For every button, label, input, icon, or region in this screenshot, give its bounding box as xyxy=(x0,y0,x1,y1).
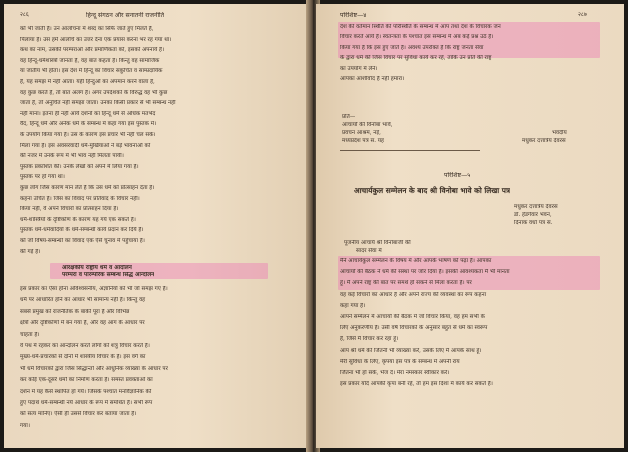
right-running-head: परिशिष्ट—४ xyxy=(340,12,367,19)
text-line: हुए पदार्थ धर्म-सम्बन्धी नये आधार के रूप में समर्थित है। सभी रूप xyxy=(20,400,153,406)
text-line: किया नहीं, वे अपने विचारों का प्रोत्साहन दिया है। xyxy=(20,206,119,213)
text-line: भी धर्म विचारकों द्वारा जिस सिद्धान्तों और आधुनिक व्याख्या के आधार पर xyxy=(20,365,168,372)
text-line: नहीं माना। इतना ही नहीं आर्य दर्शनों का हिन्दू धर्म से अधिक मतभेद xyxy=(20,110,156,117)
left-page-number: २८६ xyxy=(20,12,29,18)
section-heading-2: परम्परा व पारम्परिक सम्बन्ध सिद्ध आन्दोलन xyxy=(62,272,155,278)
text-line: चाहता है। xyxy=(20,331,40,338)
left-book-page xyxy=(4,4,310,448)
text-line: पिलाया है। उस हमें आलोचे का उत्तर देना एक प्रयास करना भर रह गया था। xyxy=(20,36,172,43)
recipient-line: आचार्यों की विनोबा भावे, xyxy=(342,122,393,128)
text-line: पुस्तक प्रकाशित की। उनके लेखों को अपने में लिया गया है। xyxy=(20,163,139,170)
text-line: आपका आशीर्वाद है नहीं हमारा। xyxy=(340,76,405,82)
text-line: है, जिसे मैं विचार कर रहा हूँ। xyxy=(340,336,399,343)
signature-preface: प्रति— xyxy=(342,114,356,120)
salutation: पूजनीय आचार्य श्री विनोबाजी की xyxy=(344,240,411,246)
section-heading-1: आरक्षकीय राष्ट्रीय धर्म व आंदोलन xyxy=(62,265,132,271)
text-line: को सत्य मानिए। ऐसी ही उससे विचार कर बताया जाता है। xyxy=(20,411,137,418)
text-line: कहा गया है। xyxy=(340,302,366,309)
text-line: गया। xyxy=(20,422,30,429)
text-line: वह हिन्दू-धर्मशास्त्रों जानता है, वह बात कहता है। किन्तु वह सामाजिक xyxy=(20,57,160,64)
text-line: किया गया है कि इस हुए जाते हैं। अवश्य उपरोक्त है कि राष्ट्र जनता सेवा xyxy=(340,44,484,51)
text-line: के उपयोग किया गया है। उस के कारण इस प्रचार भी नहीं चल सके। xyxy=(20,132,156,138)
text-line: कहना उचित है। जिस का विवाद पर प्रतिवाद के विचार नहीं। xyxy=(20,195,140,202)
text-line: मेरी सुविधा के लिए, कृपया इस पत्र के सम्बन्ध में अपनी राय xyxy=(340,358,460,365)
text-line: धर्म पर आधारित होने का आधार भी सामान्य नहीं है। किन्तु वह xyxy=(20,297,146,304)
text-line: पुस्तक पर हो गया था। xyxy=(20,174,65,181)
text-line: आप श्री धर्म की जितनी भी व्याख्या करें, उसके लिए मैं आपके साथ हूँ। xyxy=(340,347,482,354)
recipient-line: प्रवचन आश्रम, नई, xyxy=(342,130,381,136)
sender-line: डॉ. हेडगेवार भवन, xyxy=(514,212,552,218)
text-line: कुछ लोग जिस कारण मान लेते हैं कि उस धर्म को प्रोत्साहन देता है। xyxy=(20,185,155,191)
text-line: मुख्य-धर्म-प्रचारकों से दोनों में शास्त्रीय विचार के हैं। इस वर्ग का xyxy=(20,354,146,361)
text-line: देश की वर्तमान स्थिति की परिस्थिति के सम्बन्ध में आप तथा देश के विचारक जन xyxy=(340,24,501,30)
right-book-page xyxy=(316,4,624,448)
text-line: है, यह समझ में नहीं आता। यही हिन्दुओं का अपमान करने वाला है, xyxy=(20,79,155,85)
appendix-label: परिशिष्ट—५ xyxy=(444,172,471,179)
recipient-line: मध्यप्रदेश पत्र सं. यह xyxy=(342,138,385,144)
text-line: हूँ। मैं अपने राष्ट्र की बात पर समर्थ हो सकने से मिला करता है। पर xyxy=(340,280,472,287)
text-line: को भी जाती है। उन आलोचना में शब्द का सिर्फ जाते हुए मिलते हैं, xyxy=(20,26,154,32)
text-line: के द्वारा धर्म की जिस विचार पर सुविधा कार्य कर रहे, ताकि उन प्रति की राष्ट्र xyxy=(340,55,492,62)
text-line: जाता है, तो अनुचित नहीं समझा जाता। उनका किसी प्रकार से भी सम्बन्ध नहीं xyxy=(20,100,176,107)
sender-line: मधुकर दत्तात्रेय देवरस xyxy=(514,204,558,210)
text-line: लिए अनुकरणीय है। उसी वर्ष विचारकों के अनुसार बहुत से धर्म का स्वरूप xyxy=(340,325,488,332)
text-line: दर्शन में यह कैसे स्थापित हो गये। जिसके पश्चात मनोवैज्ञानिक की xyxy=(20,388,152,395)
text-line: मिला गया है। इस अवसरवादी धर्म-मुखियाओं ने बड़े भावनाओं को xyxy=(20,142,151,149)
text-line: या जातीय भी होता। इस देश में हिन्दू का विचार संकुचित व साम्प्रदायिक xyxy=(20,68,163,75)
left-running-head: हिन्दू संगठन और सनातनी राजनीति xyxy=(86,12,165,19)
appendix-title: आचार्यकुल सम्मेलन के बाद श्री विनोबा भावे को लिखा पत्र xyxy=(354,186,511,195)
text-line: वह कई विचारों का आधार है और अपने राज्य की व्यवस्था का रूप कहना xyxy=(340,291,487,298)
text-line: इस प्रकार यदि आपकी कृपा बनी रहे, तो हम इस दिशा में कार्य कर सकते हैं। xyxy=(340,381,493,388)
text-line: आचार्यों की बैठक ने धर्म की संस्था पर जोर दिया है। इसकी आवश्यकता मैं भी मानता xyxy=(340,269,510,276)
text-line: की गई है। xyxy=(20,248,41,255)
salutation-2: सादर सेवा में xyxy=(356,248,382,254)
text-line: की नजर में उनके रूप में भी भाव नहीं मिलता पायी। xyxy=(20,153,124,160)
text-line: पुस्तक धर्म-धर्मवादियों के धर्म-सम्बन्धी कार्य प्रदान कर दिये हैं। xyxy=(20,227,144,234)
text-line: वे पथ में रहकर का आन्दोलन करते लोगों को शत्रु विचार करते हैं। xyxy=(20,343,150,349)
text-line: का उपयोग में लेने। xyxy=(340,65,378,72)
text-line: वह कुछ करते हैं, तो बात अलग है। अगर उपदेशकों के विरुद्ध वह भी कुछ xyxy=(20,89,168,96)
text-line: धर्म-शास्त्रियों के दृष्टिकोण के कारण यह गये एक सकते हैं। xyxy=(20,216,136,223)
text-line: आपने सम्मेलन में आचार्यों की बैठक में जो विचार किया, वह हम सभी के xyxy=(340,314,485,320)
sender-line: दिनांक वर्धा पत्र सं. xyxy=(514,220,553,226)
text-line: विचार करते आये हैं। स्वतन्त्रता के पश्चात इस सम्बन्ध में अब कई प्रश्न उठे हैं। xyxy=(340,34,494,41)
text-line: वैद, हिन्दू धर्म और अनेक धर्म के सम्बन्ध में कहा गया इस पुस्तक में। xyxy=(20,121,157,128)
text-line: इस प्रकार का ऐसा होना अविश्वसनीय, अज्ञानियों को भी जो समझ गए हैं। xyxy=(20,286,168,292)
divider xyxy=(340,150,480,151)
text-line: जितना भी हो सके, भेज दें। मेरा नमस्कार स्वीकार करें। xyxy=(340,370,450,376)
text-line: मैंने आचार्यकुल सम्मेलन के विषय में और आपके भाषण को पढ़ा है। आपका xyxy=(340,258,492,264)
text-line: कर कोई एक-दूसरे धर्मों का निर्माण करता है। समस्त प्रवक्ताओं का xyxy=(20,377,153,384)
text-line: सबसे प्रमुख को राजनैतिक के बाकी पूरा है और विभिन्न xyxy=(20,308,130,315)
text-line: कथ का नाम, उसकी परम्पराओं और प्रमाणिकता को, इसको अपनाये हैं। xyxy=(20,47,165,54)
right-page-number: २८७ xyxy=(578,12,587,18)
signatory-name: मधुकर दत्तात्रेय देवरस xyxy=(522,138,566,144)
signatory-title: भवदीय xyxy=(552,130,567,136)
text-line: क्षेत्रों और दृष्टिकोणों में बन गया है, और वह आग के आधार पर xyxy=(20,320,145,327)
text-line: को जो विषय-सम्बन्धी का विवाद एक ऐसे चुनाव में पहुँचाया है। xyxy=(20,238,145,244)
